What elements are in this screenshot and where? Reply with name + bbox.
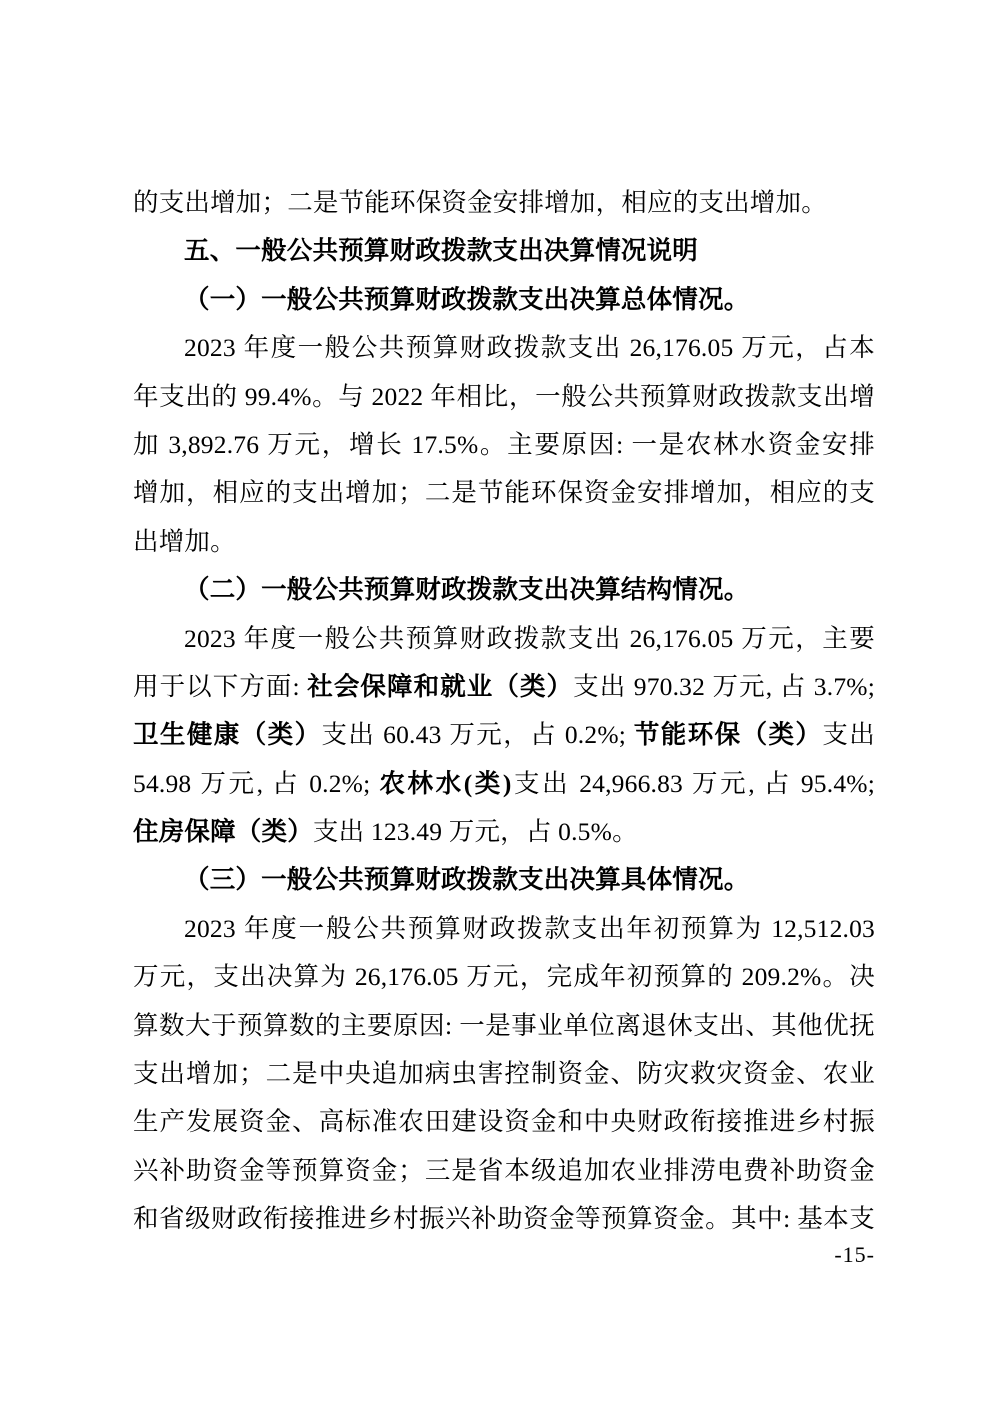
text-line: [133, 760, 875, 808]
body-text: 支出: [822, 720, 875, 750]
body-text: 增加，相应的支出增加；二是节能环保资金安排增加，相应的支: [133, 478, 875, 508]
text-line: [133, 615, 875, 663]
body-text: 加 3,892.76 万元，增长 17.5%。主要原因: 一是农林水资金安排: [133, 429, 875, 459]
text-lines: [133, 179, 875, 1244]
body-text: 支出 60.43 万元，占 0.2%;: [321, 720, 634, 750]
body-text: 用于以下方面:: [133, 671, 308, 701]
text-line: [133, 1002, 875, 1050]
body-text: 2023 年度一般公共预算财政拨款支出 26,176.05 万元，主要: [184, 623, 875, 653]
emphasis-text: 农林水(类): [379, 768, 512, 798]
body-text: 出增加。: [133, 526, 236, 556]
emphasis-text: （二）一般公共预算财政拨款支出决算结构情况。: [184, 575, 750, 605]
body-text: 54.98 万元, 占 0.2%;: [133, 768, 380, 798]
text-line: [133, 856, 875, 904]
body-text: 的支出增加；二是节能环保资金安排增加，相应的支出增加。: [133, 188, 827, 217]
emphasis-text: 卫生健康（类）: [133, 720, 322, 750]
text-line: [133, 324, 875, 372]
text-line: [133, 1147, 875, 1195]
body-text: 支出增加；二是中央追加病虫害控制资金、防灾救灾资金、农业: [133, 1059, 875, 1089]
emphasis-text: （一）一般公共预算财政拨款支出决算总体情况。: [184, 284, 750, 314]
text-line: [133, 905, 875, 953]
text-line: [133, 179, 875, 227]
body-text: 兴补助资金等预算资金；三是省本级追加农业排涝电费补助资金: [133, 1155, 875, 1185]
text-line: [133, 227, 875, 275]
text-line: [133, 373, 875, 421]
emphasis-text: 住房保障（类）: [133, 817, 313, 847]
body-text: 万元，支出决算为 26,176.05 万元，完成年初预算的 209.2%。决: [133, 962, 875, 992]
text-line: [133, 1195, 875, 1243]
body-text: 支出 970.32 万元, 占 3.7%;: [573, 671, 875, 701]
body-text: 2023 年度一般公共预算财政拨款支出 26,176.05 万元，占本: [184, 333, 875, 363]
body-text: 算数大于预算数的主要原因: 一是事业单位离退休支出、其他优抚: [133, 1010, 875, 1040]
text-line: [133, 953, 875, 1001]
emphasis-text: 社会保障和就业（类）: [307, 671, 574, 701]
text-line: [133, 711, 875, 759]
page-number: -15-: [834, 1242, 875, 1267]
emphasis-text: （三）一般公共预算财政拨款支出决算具体情况。: [184, 865, 750, 895]
text-line: [133, 566, 875, 614]
text-line: [133, 808, 875, 856]
emphasis-text: 五、一般公共预算财政拨款支出决算情况说明: [184, 237, 699, 266]
body-text: 2023 年度一般公共预算财政拨款支出年初预算为 12,512.03: [184, 913, 875, 943]
emphasis-text: 节能环保（类）: [633, 720, 823, 750]
text-line: [133, 1050, 875, 1098]
body-text: 和省级财政衔接推进乡村振兴补助资金等预算资金。其中: 基本支: [133, 1204, 875, 1234]
text-line: [133, 469, 875, 517]
text-line: [133, 276, 875, 324]
body-text: 支出 123.49 万元，占 0.5%。: [312, 817, 638, 847]
body-text: 生产发展资金、高标准农田建设资金和中央财政衔接推进乡村振: [133, 1107, 875, 1137]
text-line: [133, 421, 875, 469]
body-text: 年支出的 99.4%。与 2022 年相比，一般公共预算财政拨款支出增: [133, 381, 875, 411]
body-text: 支出 24,966.83 万元, 占 95.4%;: [511, 768, 875, 798]
text-line: [133, 518, 875, 566]
text-line: [133, 1098, 875, 1146]
text-line: [133, 663, 875, 711]
